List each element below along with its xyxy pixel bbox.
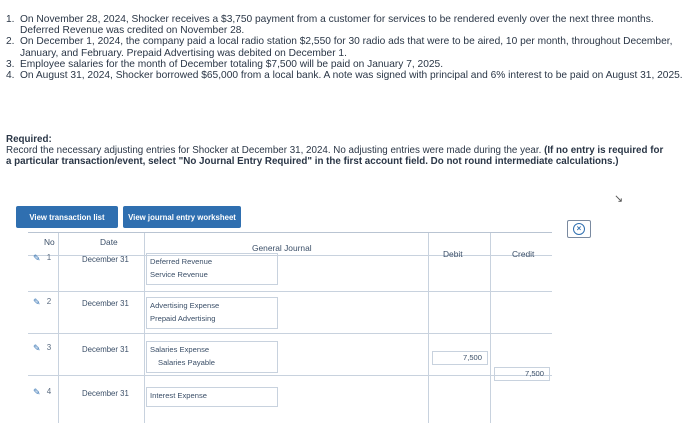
row-2-date: December 31 xyxy=(82,299,129,308)
required-section xyxy=(6,134,666,167)
header-no: No xyxy=(44,237,55,247)
header-credit: Credit xyxy=(512,249,535,259)
row-4-debit-account[interactable]: Interest Expense xyxy=(150,391,207,400)
edit-icon[interactable]: ✎ xyxy=(33,387,41,397)
edit-icon[interactable]: ✎ xyxy=(33,253,41,263)
problem-statement xyxy=(6,14,686,81)
close-worksheet-button[interactable] xyxy=(567,220,591,238)
close-icon: × xyxy=(573,223,585,235)
journal-table xyxy=(28,232,552,423)
row-2-no: 2 xyxy=(46,297,52,306)
row-3-credit-account[interactable]: Salaries Payable xyxy=(158,358,215,367)
required-text: Record the necessary adjusting entries for Shocker at December 31, 2024. No adjusting entries were made during the year. xyxy=(6,145,542,156)
row-3-debit[interactable]: 7,500 xyxy=(462,353,482,362)
row-1-date: December 31 xyxy=(82,255,129,264)
header-general-journal: General Journal xyxy=(252,243,312,253)
problem-item-4: 4. On August 31, 2024, Shocker borrowed $65,000 from a local bank. A note was signed with principal and 6% interest to be paid on August 31, 2025. xyxy=(6,70,683,82)
row-1-debit-account[interactable]: Deferred Revenue xyxy=(150,257,213,266)
row-4-date: December 31 xyxy=(82,389,129,398)
view-journal-entry-worksheet-button[interactable]: View journal entry worksheet xyxy=(123,206,241,228)
row-3-debit-account[interactable]: Salaries Expense xyxy=(150,345,210,354)
row-2-debit-account[interactable]: Advertising Expense xyxy=(150,301,220,310)
edit-icon[interactable]: ✎ xyxy=(33,297,41,307)
row-2-credit-account[interactable]: Prepaid Advertising xyxy=(150,314,216,323)
problem-item-1: 1. On November 28, 2024, Shocker receives a $3,750 payment from a customer for services to be rendered evenly over the next three months. Deferred Revenue was credited on November 28. xyxy=(6,14,654,37)
view-transaction-list-button[interactable]: View transaction list xyxy=(16,206,118,228)
required-instructions: (If no entry is required for a particular transaction/event, select "No Journal Entry Required" in the first account field. Do not round intermediate calculations.) xyxy=(6,145,664,167)
row-3-credit[interactable]: 7,500 xyxy=(524,369,544,378)
edit-icon[interactable]: ✎ xyxy=(33,343,41,353)
row-1-credit-account[interactable]: Service Revenue xyxy=(150,270,208,279)
row-3-no: 3 xyxy=(46,343,52,352)
header-debit: Debit xyxy=(443,249,463,259)
row-4-no: 4 xyxy=(46,387,52,396)
row-1-no: 1 xyxy=(46,253,52,262)
row-3-date: December 31 xyxy=(82,345,129,354)
header-date: Date xyxy=(100,237,118,247)
required-heading: Required: xyxy=(6,134,52,145)
problem-item-2: 2. On December 1, 2024, the company paid a local radio station $2,550 for 30 radio ads that were to be aired, 10 per month, throughout December, January, and February. Prepaid Advertising was debited on December 1. xyxy=(6,36,673,59)
mouse-cursor-icon: ↘ xyxy=(614,193,624,205)
problem-item-3: 3. Employee salaries for the month of December totaling $7,500 will be paid on January 7, 2025. xyxy=(6,58,444,70)
